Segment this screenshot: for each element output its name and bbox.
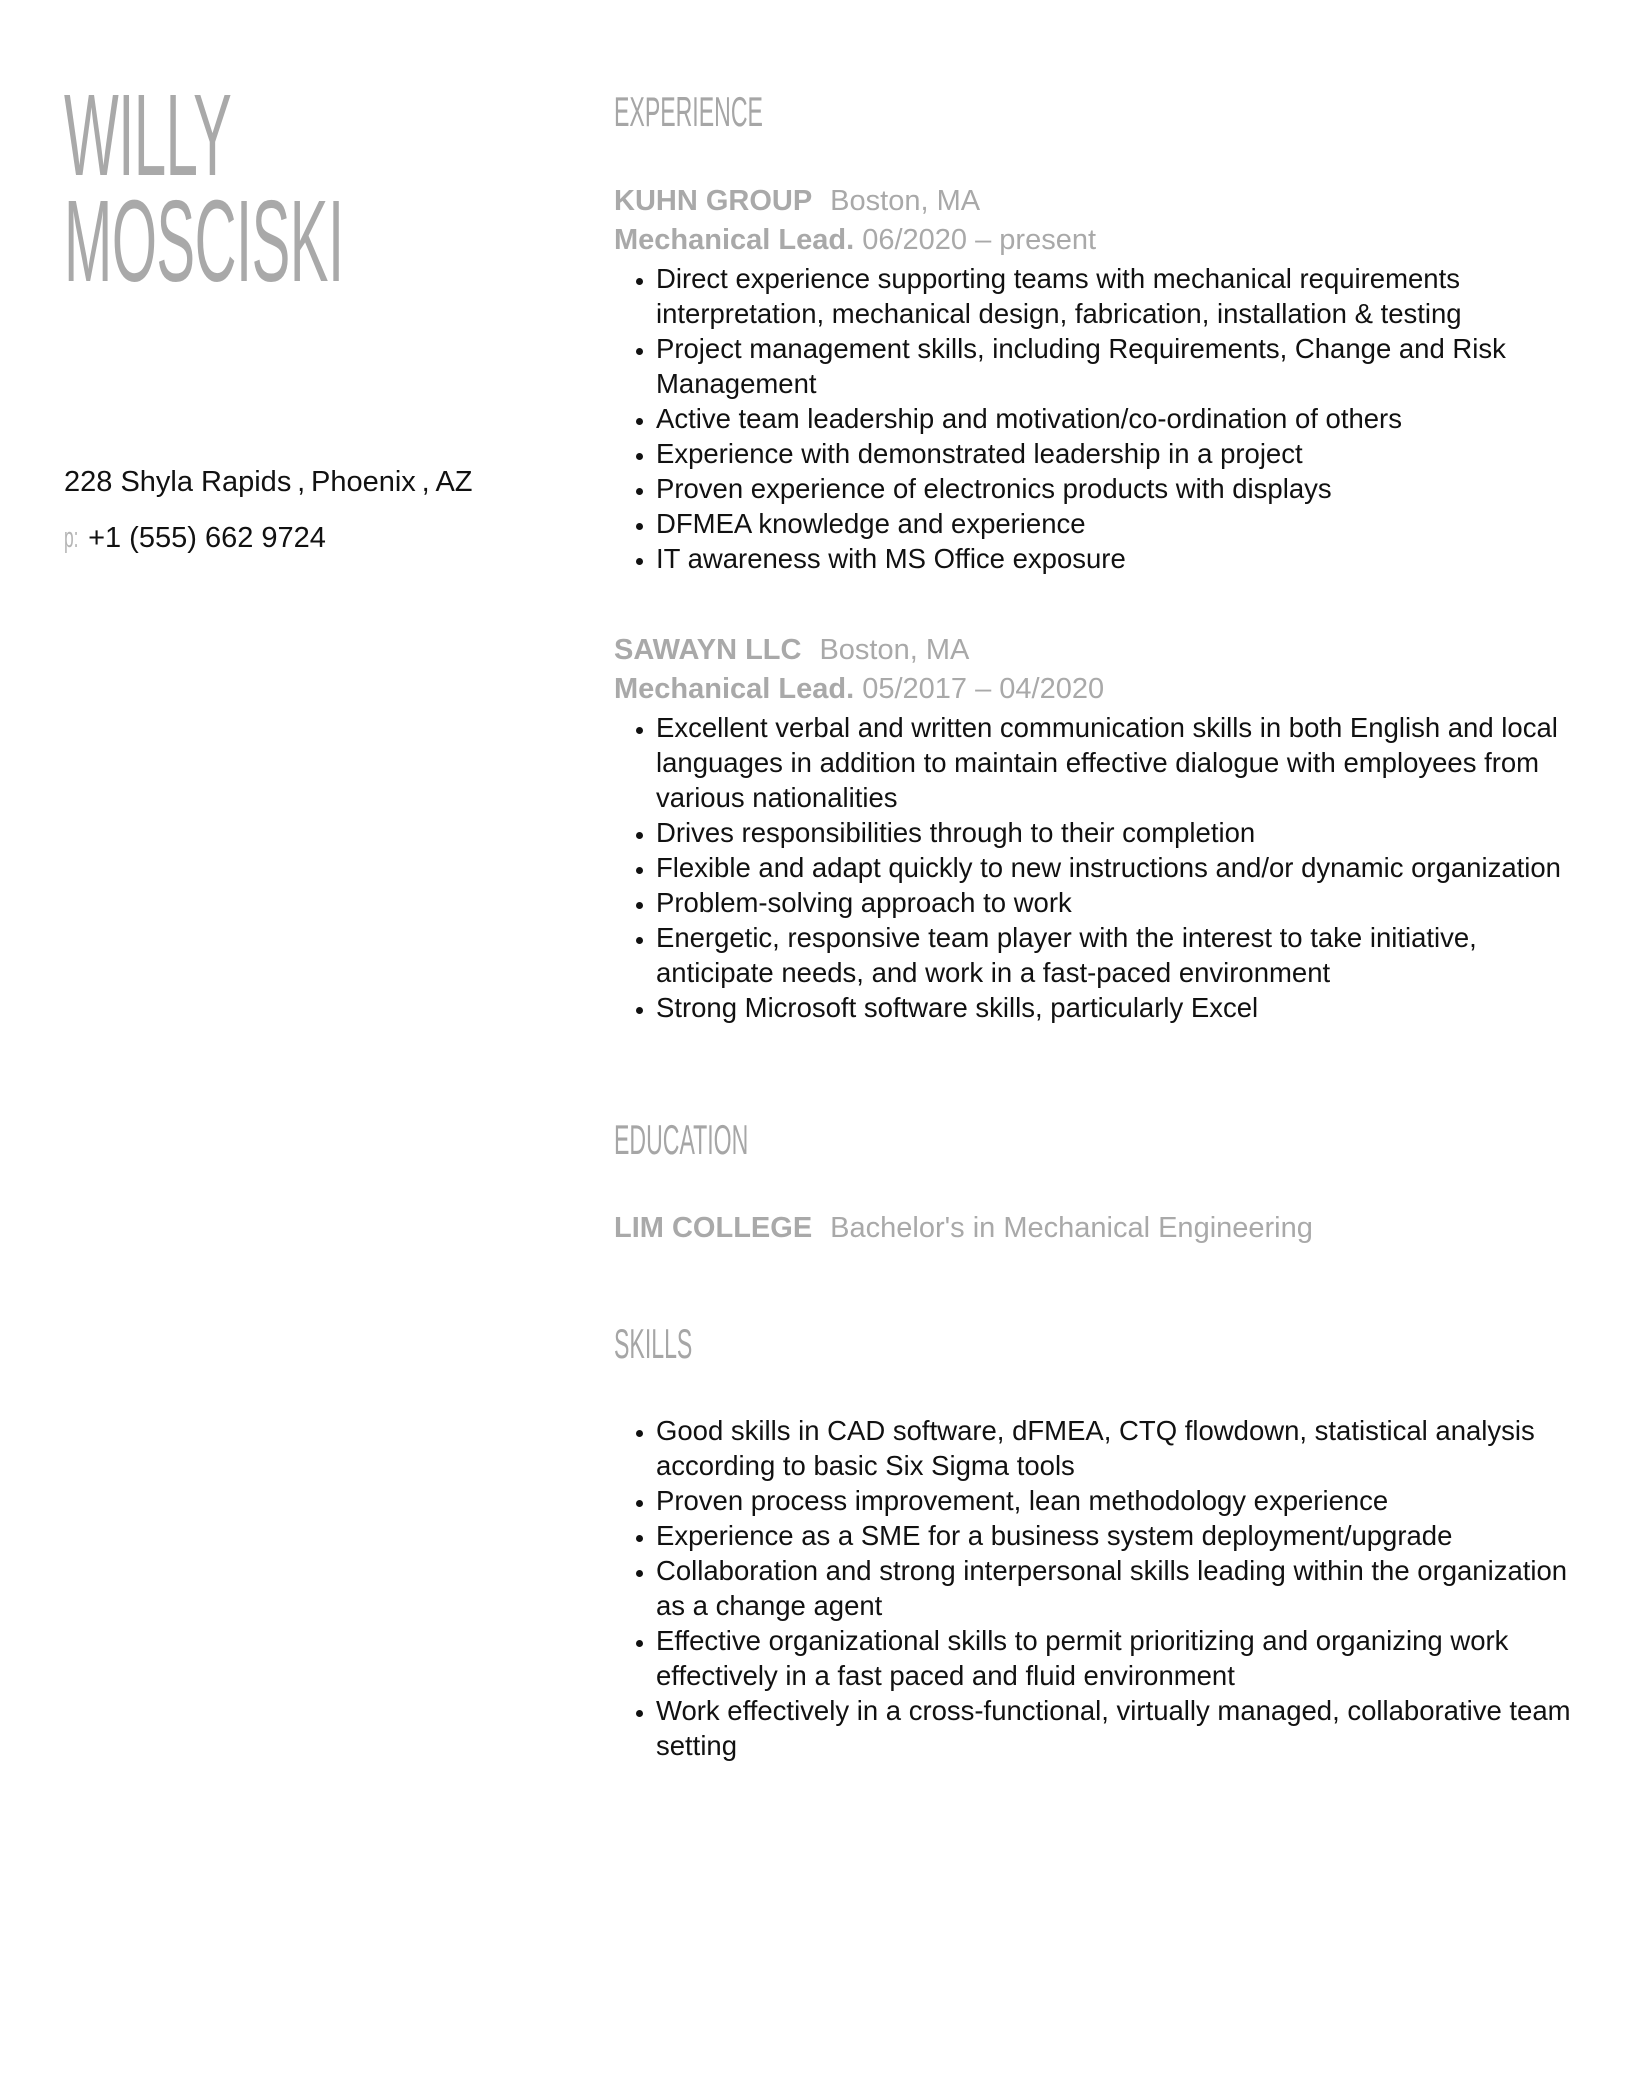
bullet-item: • Work effectively in a cross-functional, virtually managed, collaborative team setting (656, 1693, 1586, 1763)
bullet-item: • Collaboration and strong interpersonal skills leading within the organization as a change agent (656, 1553, 1586, 1623)
bullet-item: • Good skills in CAD software, dFMEA, CTQ flowdown, statistical analysis according to basic Six Sigma tools (656, 1413, 1586, 1483)
bullet-item: • Active team leadership and motivation/co-ordination of others (656, 401, 1586, 436)
left-column (64, 70, 534, 554)
school-name: LIM COLLEGE (614, 1212, 813, 1244)
education-line (614, 1210, 1313, 1246)
bullet-item: • Problem-solving approach to work (656, 885, 1586, 920)
bullet-item: • Strong Microsoft software skills, particularly Excel (656, 990, 1586, 1025)
phone-label: p: (64, 522, 79, 554)
candidate-name (64, 70, 534, 312)
job-company-line (614, 632, 969, 668)
bullet-item: • Flexible and adapt quickly to new instructions and/or dynamic organization (656, 850, 1586, 885)
job-role-line (614, 222, 1096, 258)
job-dates: 06/2020 – present (862, 224, 1097, 256)
bullet-item: • Effective organizational skills to permit prioritizing and organizing work effectively in a fast paced and fluid environment (656, 1623, 1586, 1693)
bullet-item: • Energetic, responsive team player with the interest to take initiative, anticipate needs, and work in a fast-paced environment (656, 920, 1586, 990)
bullet-item: • Direct experience supporting teams with mechanical requirements interpretation, mechanical design, fabrication, installation & testing (656, 261, 1586, 331)
job-bullet-list (614, 261, 1586, 576)
job-bullet-list (614, 710, 1586, 1025)
bullet-item: • DFMEA knowledge and experience (656, 506, 1586, 541)
job-role-line (614, 671, 1104, 707)
education-heading: EDUCATION (614, 1116, 749, 1163)
job-title: Mechanical Lead. (614, 224, 855, 256)
company-name: SAWAYN LLC (614, 634, 802, 666)
bullet-item: • Project management skills, including Requirements, Change and Risk Management (656, 331, 1586, 401)
company-location: Boston, MA (819, 634, 970, 666)
skills-heading: SKILLS (614, 1320, 693, 1367)
company-name: KUHN GROUP (614, 185, 813, 217)
job-dates: 05/2017 – 04/2020 (862, 673, 1105, 705)
job-company-line (614, 183, 980, 219)
phone-row (64, 520, 326, 556)
bullet-item: • IT awareness with MS Office exposure (656, 541, 1586, 576)
first-name: WILLY (64, 70, 232, 200)
bullet-item: • Proven process improvement, lean methodology experience (656, 1483, 1586, 1518)
skills-bullet-list (614, 1413, 1586, 1763)
phone-number: +1 (555) 662 9724 (88, 522, 326, 554)
experience-heading: EXPERIENCE (614, 88, 763, 135)
bullet-item: • Excellent verbal and written communication skills in both English and local languages in addition to maintain effective dialogue with employees from various nationalities (656, 710, 1586, 815)
bullet-item: • Experience with demonstrated leadership in a project (656, 436, 1586, 471)
bullet-item: • Drives responsibilities through to their completion (656, 815, 1586, 850)
degree: Bachelor's in Mechanical Engineering (830, 1212, 1313, 1244)
address: 228 Shyla Rapids , Phoenix , AZ (64, 466, 473, 498)
bullet-item: • Proven experience of electronics products with displays (656, 471, 1586, 506)
job-title: Mechanical Lead. (614, 673, 855, 705)
last-name: MOSCISKI (64, 176, 344, 306)
bullet-item: • Experience as a SME for a business system deployment/upgrade (656, 1518, 1586, 1553)
company-location: Boston, MA (830, 185, 981, 217)
